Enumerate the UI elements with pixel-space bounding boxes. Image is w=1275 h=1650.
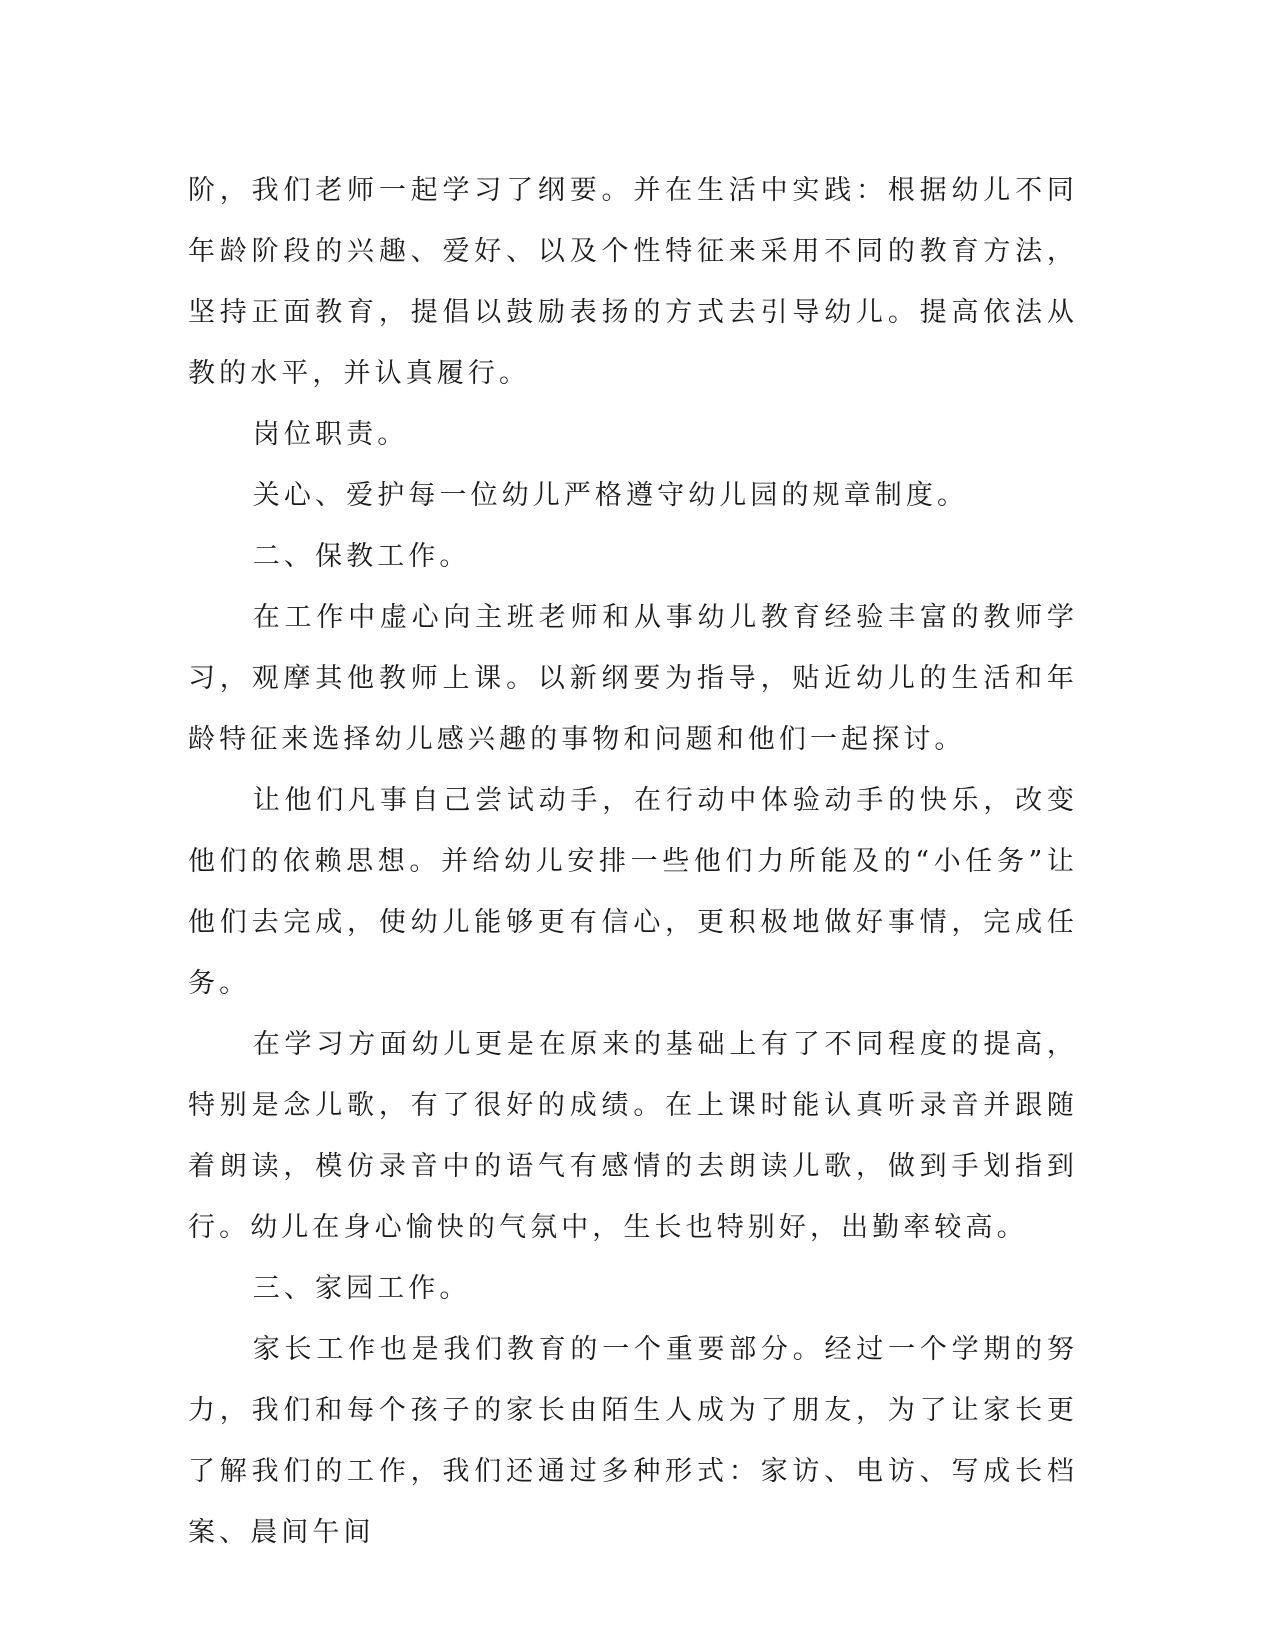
document-body	[188, 160, 1078, 1563]
paragraph-8: 三、家园工作。	[252, 1273, 471, 1304]
paragraph-4: 二、保教工作。	[252, 541, 471, 572]
paragraph-7: 在学习方面幼儿更是在原来的基础上有了不同程度的提高，特别是念儿歌，有了很好的成绩。在上课时能认真听录音并跟随着朗读，模仿录音中的语气有感情的去朗读儿歌，做到手划指到行。幼儿在身心愉快的气氛中，生长也特别好，出勤率较高。	[188, 1029, 1078, 1243]
paragraph-2: 岗位职责。	[252, 419, 409, 450]
paragraph-9: 家长工作也是我们教育的一个重要部分。经过一个学期的努力，我们和每个孩子的家长由陌生人成为了朋友，为了让家长更了解我们的工作，我们还通过多种形式：家访、电访、写成长档案、晨间午间	[188, 1334, 1078, 1548]
paragraph-5: 在工作中虚心向主班老师和从事幼儿教育经验丰富的教师学习，观摩其他教师上课。以新纲要为指导，贴近幼儿的生活和年龄特征来选择幼儿感兴趣的事物和问题和他们一起探讨。	[188, 602, 1078, 755]
paragraph-6: 让他们凡事自己尝试动手，在行动中体验动手的快乐，改变他们的依赖思想。并给幼儿安排一些他们力所能及的“小任务”让他们去完成，使幼儿能够更有信心，更积极地做好事情，完成任务。	[188, 785, 1078, 999]
paragraph-3: 关心、爱护每一位幼儿严格遵守幼儿园的规章制度。	[252, 480, 969, 511]
paragraph-1: 阶，我们老师一起学习了纲要。并在生活中实践：根据幼儿不同年龄阶段的兴趣、爱好、以及个性特征来采用不同的教育方法，坚持正面教育，提倡以鼓励表扬的方式去引导幼儿。提高依法从教的水平，并认真履行。	[188, 175, 1078, 389]
